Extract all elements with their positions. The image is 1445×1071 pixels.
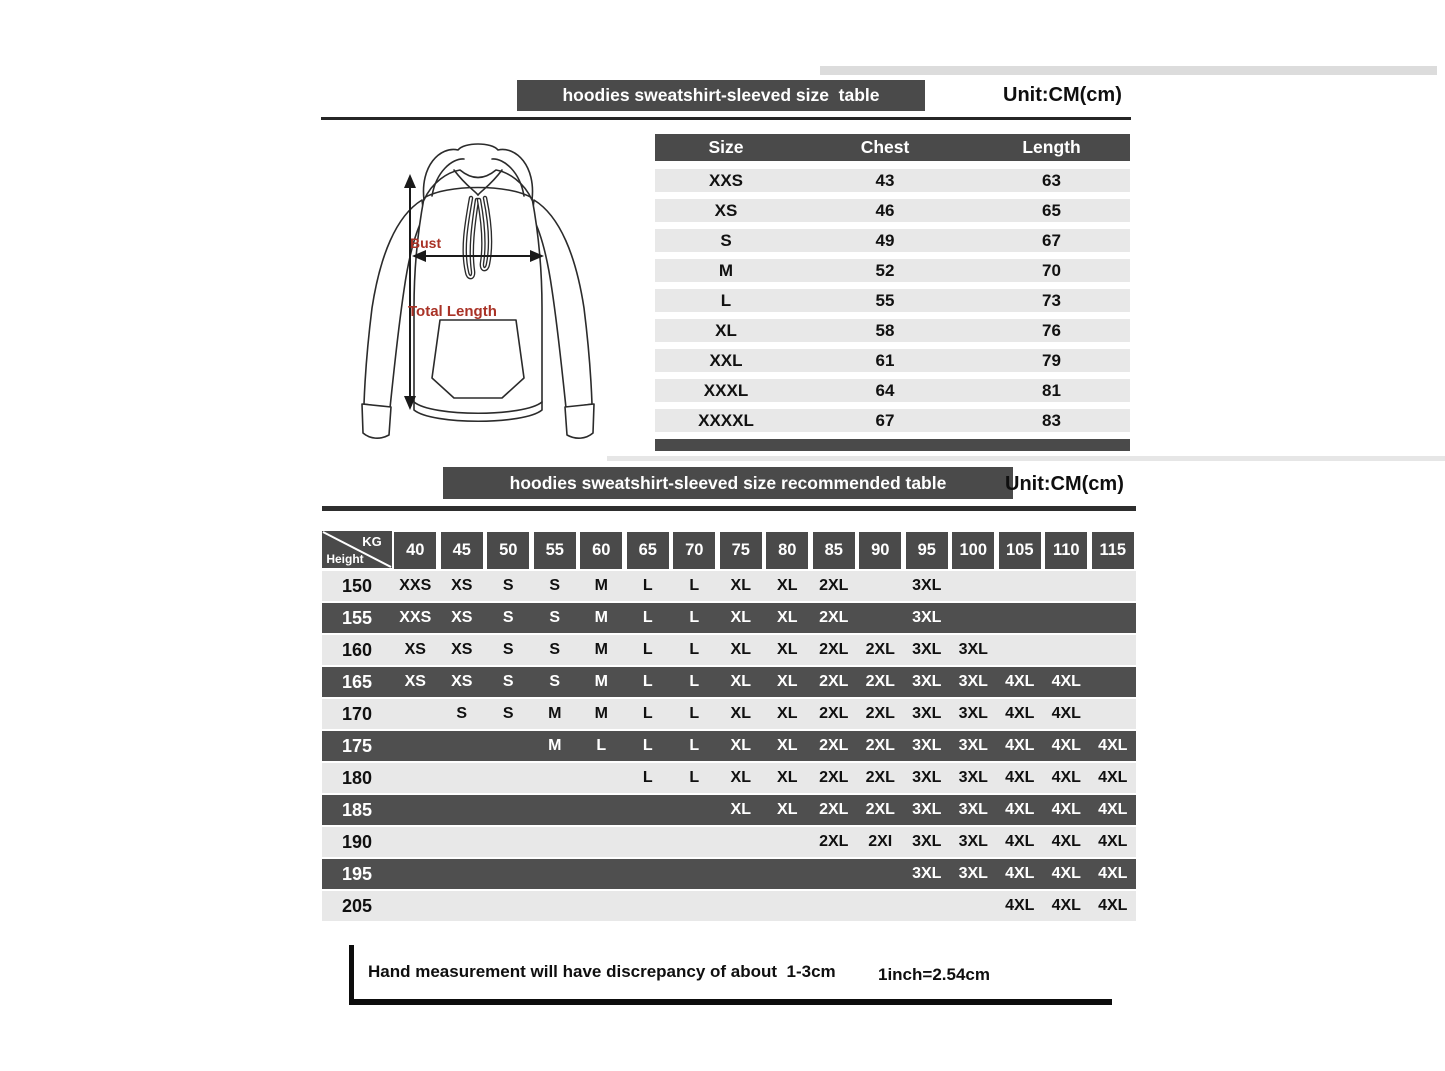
recommended-size-cell: 4XL (1005, 833, 1035, 850)
recommended-size-cell: 2XL (865, 673, 895, 690)
recommended-size-cell: L (642, 641, 653, 658)
size-table-title: hoodies sweatshirt-sleeved size table (517, 80, 925, 111)
size-table-bottom-bar (655, 439, 1130, 451)
recommended-size-cell: 3XL (958, 641, 988, 658)
weight-header-cell: 45 (441, 532, 483, 569)
matrix-row (322, 699, 1136, 729)
recommended-size-cell: 4XL (1005, 865, 1035, 882)
inch-conversion-note: 1inch=2.54cm (878, 965, 990, 984)
recommended-size-cell: M (594, 641, 608, 658)
matrix-row (322, 667, 1136, 697)
weight-header-slot (904, 531, 951, 569)
divider-line (322, 506, 1136, 511)
recommended-size-cell: 3XL (958, 801, 988, 818)
recommended-size-cell: 2XL (865, 801, 895, 818)
chest-cell: 61 (875, 350, 895, 370)
recommended-size-cell: XL (730, 769, 751, 786)
weight-header-cell: 65 (627, 532, 669, 569)
length-cell: 76 (1042, 320, 1061, 340)
recommended-size-cell: 4XL (1098, 737, 1128, 754)
weight-header-cell: 75 (720, 532, 762, 569)
recommended-size-cell: M (548, 737, 562, 754)
recommended-size-cell: 3XL (912, 737, 942, 754)
recommended-size-cell: XL (777, 577, 798, 594)
length-cell: 63 (1042, 170, 1061, 190)
size-cell: S (720, 230, 732, 250)
weight-header-cell: 70 (673, 532, 715, 569)
recommended-size-cell: 4XL (1098, 897, 1128, 914)
recommended-size-cell: S (502, 577, 514, 594)
chest-cell: 64 (875, 380, 895, 400)
height-label: 150 (341, 575, 373, 596)
length-cell: 65 (1042, 200, 1061, 220)
weight-header-slot (811, 531, 858, 569)
recommended-size-cell: XL (730, 673, 751, 690)
recommended-table-title: hoodies sweatshirt-sleeved size recommended table (443, 467, 1013, 499)
recommended-size-cell: 2XL (819, 833, 849, 850)
unit-label-bottom: Unit:CM(cm) (1005, 473, 1124, 495)
weight-header-slot (718, 531, 765, 569)
total-length-label: Total Length (408, 303, 497, 320)
weight-header-cell: 115 (1092, 532, 1134, 569)
recommended-size-cell: 3XL (912, 673, 942, 690)
corner-height-label: Height (326, 552, 364, 566)
length-cell: 83 (1042, 410, 1061, 430)
matrix-row (322, 891, 1136, 921)
recommended-size-cell: S (502, 609, 514, 626)
weight-header-cell: 110 (1045, 532, 1087, 569)
recommended-size-cell: M (594, 705, 608, 722)
length-cell: 81 (1042, 380, 1061, 400)
recommended-size-cell: S (502, 673, 514, 690)
size-cell: M (718, 260, 734, 280)
recommended-size-cell: 3XL (958, 737, 988, 754)
recommended-size-cell: XL (777, 801, 798, 818)
recommended-size-cell: 4XL (1051, 801, 1081, 818)
height-label: 180 (341, 767, 373, 788)
chest-cell: 58 (875, 320, 895, 340)
artifact-line (820, 66, 1437, 75)
size-table-row (655, 229, 1130, 252)
recommended-size-cell: XL (777, 705, 798, 722)
matrix-row (322, 859, 1136, 889)
kg-height-corner-cell (322, 531, 392, 569)
recommended-size-cell: XL (777, 641, 798, 658)
recommended-size-cell: 2XL (819, 769, 849, 786)
recommended-size-cell: 4XL (1005, 897, 1035, 914)
recommended-size-cell: M (594, 577, 608, 594)
recommended-size-cell: M (594, 673, 608, 690)
recommended-size-cell: 3XL (958, 673, 988, 690)
recommended-size-cell: 4XL (1051, 833, 1081, 850)
weight-header-slot (485, 531, 532, 569)
size-table-row (655, 289, 1130, 312)
recommended-size-cell: 2XL (865, 737, 895, 754)
matrix-row (322, 571, 1136, 601)
size-cell: L (720, 290, 732, 310)
length-cell: 67 (1042, 230, 1061, 250)
weight-header-cell: 55 (534, 532, 576, 569)
recommended-size-cell: 3XL (958, 865, 988, 882)
footer-left-bar (349, 945, 354, 1004)
weight-header-slot (950, 531, 997, 569)
recommended-size-cell: XS (451, 577, 473, 594)
length-cell: 79 (1042, 350, 1061, 370)
recommended-size-cell: 3XL (912, 769, 942, 786)
recommended-size-cell: XXS (399, 609, 432, 626)
recommended-size-cell: S (502, 705, 514, 722)
recommended-size-cell: XL (730, 641, 751, 658)
recommended-size-cell: L (642, 769, 653, 786)
length-cell: 73 (1042, 290, 1061, 310)
recommended-size-cell: 4XL (1098, 833, 1128, 850)
weight-header-cell: 60 (580, 532, 622, 569)
recommended-size-cell: 4XL (1051, 673, 1081, 690)
height-label: 205 (341, 895, 373, 916)
chest-cell: 49 (875, 230, 895, 250)
recommended-size-cell: 4XL (1005, 801, 1035, 818)
recommended-size-cell: 4XL (1051, 705, 1081, 722)
recommended-size-cell: 3XL (912, 801, 942, 818)
recommended-size-cell: 2XL (819, 641, 849, 658)
recommended-size-cell: S (456, 705, 468, 722)
recommended-size-cell: XL (730, 801, 751, 818)
recommended-size-cell: L (689, 769, 700, 786)
recommended-size-cell: 4XL (1051, 865, 1081, 882)
bust-label: Bust (410, 235, 442, 251)
weight-header-cell: 95 (906, 532, 948, 569)
recommended-size-cell: 4XL (1051, 897, 1081, 914)
chest-cell: 55 (875, 290, 895, 310)
matrix-row (322, 635, 1136, 665)
recommended-size-matrix (322, 531, 1136, 923)
recommended-size-cell: 2XL (865, 769, 895, 786)
measurement-note: Hand measurement will have discrepancy of about 1-3cm (368, 962, 836, 981)
chest-cell: 46 (875, 200, 895, 220)
height-label: 195 (341, 863, 373, 884)
size-table-row (655, 349, 1130, 372)
recommended-size-cell: 2XL (819, 577, 849, 594)
size-table-row (655, 259, 1130, 282)
recommended-size-cell: XL (730, 705, 751, 722)
weight-header-cell: 105 (999, 532, 1041, 569)
matrix-row (322, 827, 1136, 857)
recommended-size-cell: 2XL (865, 641, 895, 658)
weight-header-slot (392, 531, 439, 569)
weight-header-cell: 50 (487, 532, 529, 569)
recommended-size-cell: 3XL (912, 833, 942, 850)
size-cell: XXS (708, 170, 744, 190)
recommended-size-cell: 4XL (1098, 801, 1128, 818)
recommended-size-cell: 2XL (865, 705, 895, 722)
size-table (655, 134, 1130, 451)
recommended-size-cell: 2XL (819, 609, 849, 626)
height-label: 190 (341, 831, 373, 852)
size-table-col-header: Chest (860, 137, 910, 157)
matrix-header-row (322, 531, 1136, 569)
size-table-row (655, 319, 1130, 342)
size-cell: XL (715, 320, 737, 340)
recommended-size-cell: L (642, 705, 653, 722)
weight-header-slot (671, 531, 718, 569)
recommended-size-cell: 2XL (819, 705, 849, 722)
recommended-size-cell: L (642, 609, 653, 626)
recommended-size-cell: XS (451, 609, 473, 626)
recommended-size-cell: L (642, 673, 653, 690)
height-label: 175 (341, 735, 373, 756)
size-table-col-header: Size (708, 137, 744, 157)
recommended-size-cell: S (549, 577, 561, 594)
weight-header-slot (997, 531, 1044, 569)
recommended-size-cell: 4XL (1005, 673, 1035, 690)
height-label: 185 (341, 799, 373, 820)
recommended-size-cell: L (642, 577, 653, 594)
recommended-size-cell: 4XL (1005, 705, 1035, 722)
matrix-row (322, 731, 1136, 761)
chest-cell: 67 (875, 410, 895, 430)
size-table-header-row (655, 134, 1130, 161)
recommended-size-cell: 4XL (1051, 769, 1081, 786)
recommended-size-cell: XL (777, 737, 798, 754)
weight-header-slot (857, 531, 904, 569)
recommended-size-cell: XL (777, 609, 798, 626)
recommended-size-cell: 3XL (958, 705, 988, 722)
recommended-size-cell: 4XL (1098, 769, 1128, 786)
size-cell: XS (714, 200, 738, 220)
recommended-size-cell: L (689, 641, 700, 658)
weight-header-slot (532, 531, 579, 569)
recommended-size-cell: 2XL (819, 673, 849, 690)
size-cell: XXL (709, 350, 743, 370)
recommended-size-cell: XS (451, 641, 473, 658)
size-table-row (655, 379, 1130, 402)
chest-cell: 52 (875, 260, 895, 280)
size-table-row (655, 409, 1130, 432)
recommended-size-cell: 3XL (912, 865, 942, 882)
recommended-size-cell: XS (451, 673, 473, 690)
recommended-size-cell: 3XL (912, 577, 942, 594)
weight-header-slot (1090, 531, 1137, 569)
recommended-size-cell: L (596, 737, 607, 754)
recommended-size-cell: L (689, 673, 700, 690)
hoodie-right-cuff (565, 404, 594, 438)
recommended-size-cell: 2XL (819, 737, 849, 754)
recommended-size-cell: 2XL (819, 801, 849, 818)
weight-header-cell: 40 (394, 532, 436, 569)
weight-header-cell: 85 (813, 532, 855, 569)
unit-label-top: Unit:CM(cm) (1003, 84, 1122, 106)
height-label: 155 (341, 607, 373, 628)
weight-header-slot (625, 531, 672, 569)
recommended-size-cell: 3XL (912, 641, 942, 658)
recommended-size-cell: 3XL (958, 769, 988, 786)
recommended-size-cell: M (548, 705, 562, 722)
recommended-size-cell: 4XL (1098, 865, 1128, 882)
recommended-size-cell: L (642, 737, 653, 754)
height-label: 170 (341, 703, 373, 724)
size-table-row (655, 169, 1130, 192)
size-cell: XXXL (703, 380, 749, 400)
length-cell: 70 (1042, 260, 1061, 280)
height-label: 165 (341, 671, 373, 692)
hoodie-left-cuff (362, 404, 391, 438)
recommended-size-cell: XS (404, 673, 426, 690)
height-label: 160 (341, 639, 373, 660)
hoodie-diagram (332, 138, 624, 463)
chest-cell: 43 (875, 170, 895, 190)
recommended-size-cell: 4XL (1005, 769, 1035, 786)
weight-header-cell: 100 (952, 532, 994, 569)
matrix-row (322, 603, 1136, 633)
divider-line (321, 117, 1131, 120)
recommended-size-cell: L (689, 577, 700, 594)
recommended-size-cell: L (689, 705, 700, 722)
corner-kg-label: KG (362, 534, 382, 549)
weight-header-slot (1043, 531, 1090, 569)
size-table-row (655, 199, 1130, 222)
recommended-size-cell: S (502, 641, 514, 658)
recommended-size-cell: 3XL (912, 705, 942, 722)
recommended-size-cell: 4XL (1005, 737, 1035, 754)
recommended-size-cell: S (549, 641, 561, 658)
recommended-size-cell: 4XL (1051, 737, 1081, 754)
recommended-size-cell: XL (730, 737, 751, 754)
matrix-row (322, 763, 1136, 793)
size-table-col-header: Length (1022, 137, 1081, 157)
weight-header-cell: 90 (859, 532, 901, 569)
recommended-size-cell: L (689, 737, 700, 754)
recommended-size-cell: M (594, 609, 608, 626)
weight-header-slot (578, 531, 625, 569)
recommended-size-cell: 3XL (912, 609, 942, 626)
recommended-size-cell: S (549, 609, 561, 626)
recommended-size-cell: XS (404, 641, 426, 658)
matrix-row (322, 795, 1136, 825)
recommended-size-cell: XL (777, 769, 798, 786)
weight-header-cell: 80 (766, 532, 808, 569)
artifact-line (607, 456, 1445, 461)
recommended-size-cell: S (549, 673, 561, 690)
hoodie-pocket (432, 320, 524, 398)
size-cell: XXXXL (698, 410, 754, 430)
recommended-size-cell: XL (730, 577, 751, 594)
weight-header-slot (439, 531, 486, 569)
recommended-size-cell: L (689, 609, 700, 626)
footer-underline (349, 999, 1112, 1005)
recommended-size-cell: 3XL (958, 833, 988, 850)
recommended-size-cell: 2XI (868, 833, 893, 850)
recommended-size-cell: XL (730, 609, 751, 626)
recommended-size-cell: XXS (399, 577, 432, 594)
recommended-size-cell: XL (777, 673, 798, 690)
weight-header-slot (764, 531, 811, 569)
